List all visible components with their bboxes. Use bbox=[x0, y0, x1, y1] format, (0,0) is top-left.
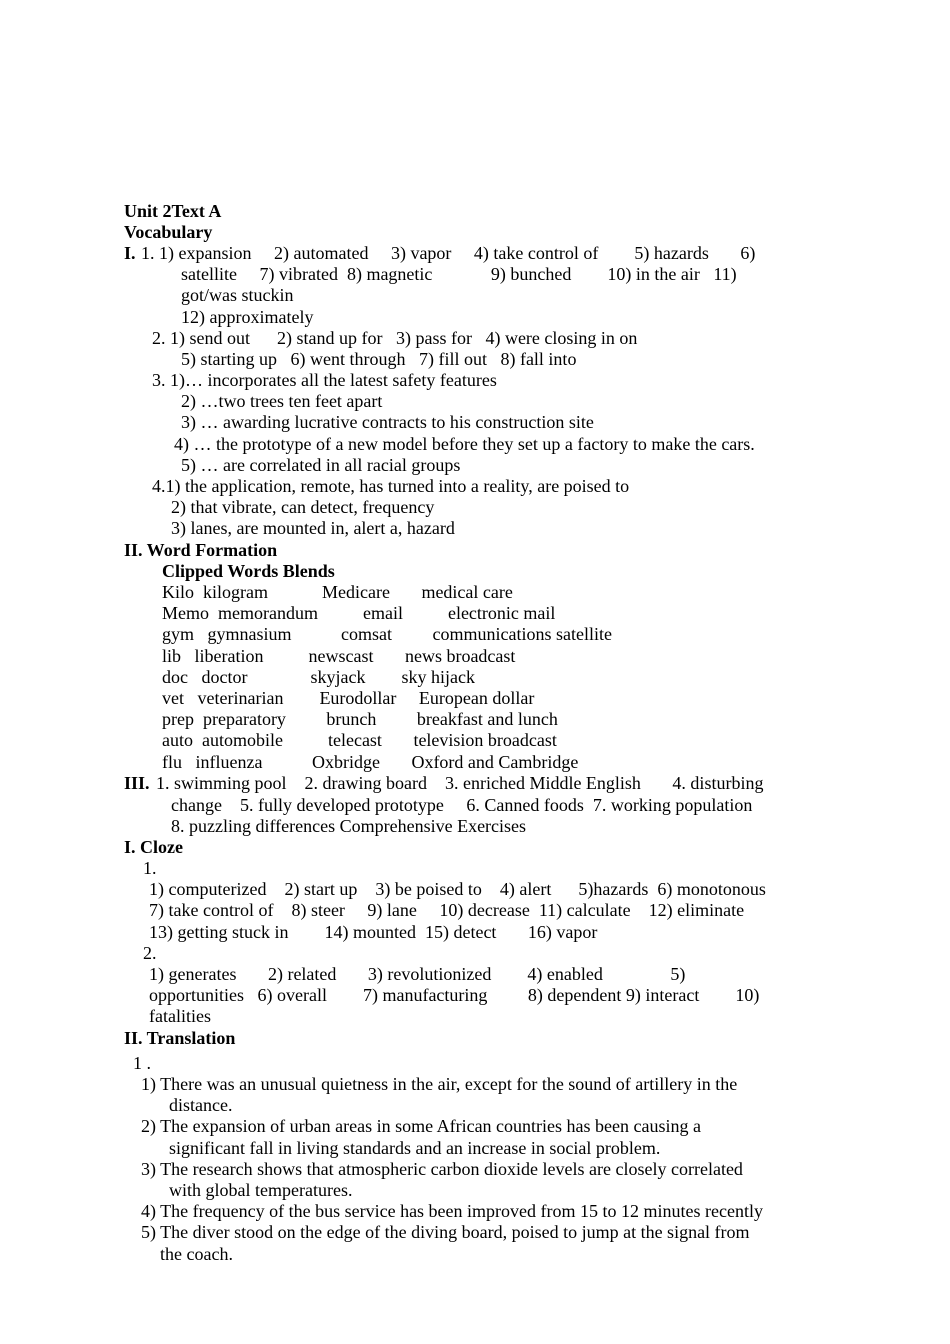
text-line: 7) take control of 8) steer 9) lane 10) decrease 11) calculate 12) eliminate bbox=[149, 900, 745, 920]
text-line: I. Cloze bbox=[124, 837, 183, 857]
text-line: prep preparatory brunch breakfast and lunch bbox=[162, 709, 558, 729]
text-line: the coach. bbox=[160, 1244, 233, 1264]
text-line: significant fall in living standards and an increase in social problem. bbox=[169, 1138, 661, 1158]
text-line: with global temperatures. bbox=[169, 1180, 353, 1200]
text-line: Clipped Words Blends bbox=[162, 561, 335, 581]
text-line: lib liberation newscast news broadcast bbox=[162, 646, 516, 666]
text-line: 12) approximately bbox=[181, 307, 314, 327]
text-line: satellite 7) vibrated 8) magnetic 9) bunched 10) in the air 11) bbox=[181, 264, 737, 284]
text-line: 1) computerized 2) start up 3) be poised to 4) alert 5)hazards 6) monotonous bbox=[149, 879, 766, 899]
text-line: vet veterinarian Eurodollar European dollar bbox=[162, 688, 535, 708]
text-line: Unit 2Text A bbox=[124, 201, 222, 221]
text-line: change 5. fully developed prototype 6. Canned foods 7. working population bbox=[171, 795, 753, 815]
text-line: 4.1) the application, remote, has turned into a reality, are poised to bbox=[152, 476, 630, 496]
text-line: flu influenza Oxbridge Oxford and Cambridge bbox=[162, 752, 579, 772]
text-line: got/was stuckin bbox=[181, 285, 294, 305]
text-line: 4) The frequency of the bus service has been improved from 15 to 12 minutes recently bbox=[141, 1201, 763, 1221]
text-line: 13) getting stuck in 14) mounted 15) detect 16) vapor bbox=[149, 922, 598, 942]
text-line: 1) generates 2) related 3) revolutionized 4) enabled 5) bbox=[149, 964, 686, 984]
text-line: Memo memorandum email electronic mail bbox=[162, 603, 556, 623]
text-line: 4) … the prototype of a new model before they set up a factory to make the cars. bbox=[174, 434, 755, 454]
text-line: 2) The expansion of urban areas in some African countries has been causing a bbox=[141, 1116, 701, 1136]
text-line: distance. bbox=[169, 1095, 233, 1115]
section-i-marker: I. bbox=[124, 243, 136, 263]
text-line: 3) … awarding lucrative contracts to his construction site bbox=[181, 412, 594, 432]
text-line: 3) lanes, are mounted in, alert a, hazard bbox=[171, 518, 455, 538]
text-line: Vocabulary bbox=[124, 222, 213, 242]
text-line: 2) that vibrate, can detect, frequency bbox=[171, 497, 435, 517]
text-line: opportunities 6) overall 7) manufacturing 8) dependent 9) interact 10) bbox=[149, 985, 760, 1005]
text-line: doc doctor skyjack sky hijack bbox=[162, 667, 475, 687]
text-line: 3) The research shows that atmospheric carbon dioxide levels are closely correlated bbox=[141, 1159, 743, 1179]
text-line: 2. 1) send out 2) stand up for 3) pass for 4) were closing in on bbox=[152, 328, 638, 348]
text-line: Kilo kilogram Medicare medical care bbox=[162, 582, 513, 602]
text-line: II. Translation bbox=[124, 1028, 236, 1048]
text-line: 1. swimming pool 2. drawing board 3. enriched Middle English 4. disturbing bbox=[156, 773, 764, 793]
text-line: 8. puzzling differences Comprehensive Exercises bbox=[171, 816, 527, 836]
text-line: 2) …two trees ten feet apart bbox=[181, 391, 383, 411]
text-line: 3. 1)… incorporates all the latest safety features bbox=[152, 370, 497, 390]
text-line: gym gymnasium comsat communications satellite bbox=[162, 624, 612, 644]
text-line: 1) There was an unusual quietness in the air, except for the sound of artillery in the bbox=[141, 1074, 738, 1094]
text-line: 5) starting up 6) went through 7) fill out 8) fall into bbox=[181, 349, 577, 369]
text-line: 5) The diver stood on the edge of the diving board, poised to jump at the signal from bbox=[141, 1222, 750, 1242]
text-line: 1. 1) expansion 2) automated 3) vapor 4) take control of 5) hazards 6) bbox=[141, 243, 756, 263]
text-line: 2. bbox=[143, 943, 157, 963]
text-line: II. Word Formation bbox=[124, 540, 278, 560]
text-line: 1. bbox=[143, 858, 157, 878]
text-line: 1 . bbox=[133, 1053, 151, 1073]
text-line: auto automobile telecast television broadcast bbox=[162, 730, 557, 750]
text-line: fatalities bbox=[149, 1006, 211, 1026]
text-line: 5) … are correlated in all racial groups bbox=[181, 455, 461, 475]
section-iii-marker: III. bbox=[124, 773, 150, 793]
